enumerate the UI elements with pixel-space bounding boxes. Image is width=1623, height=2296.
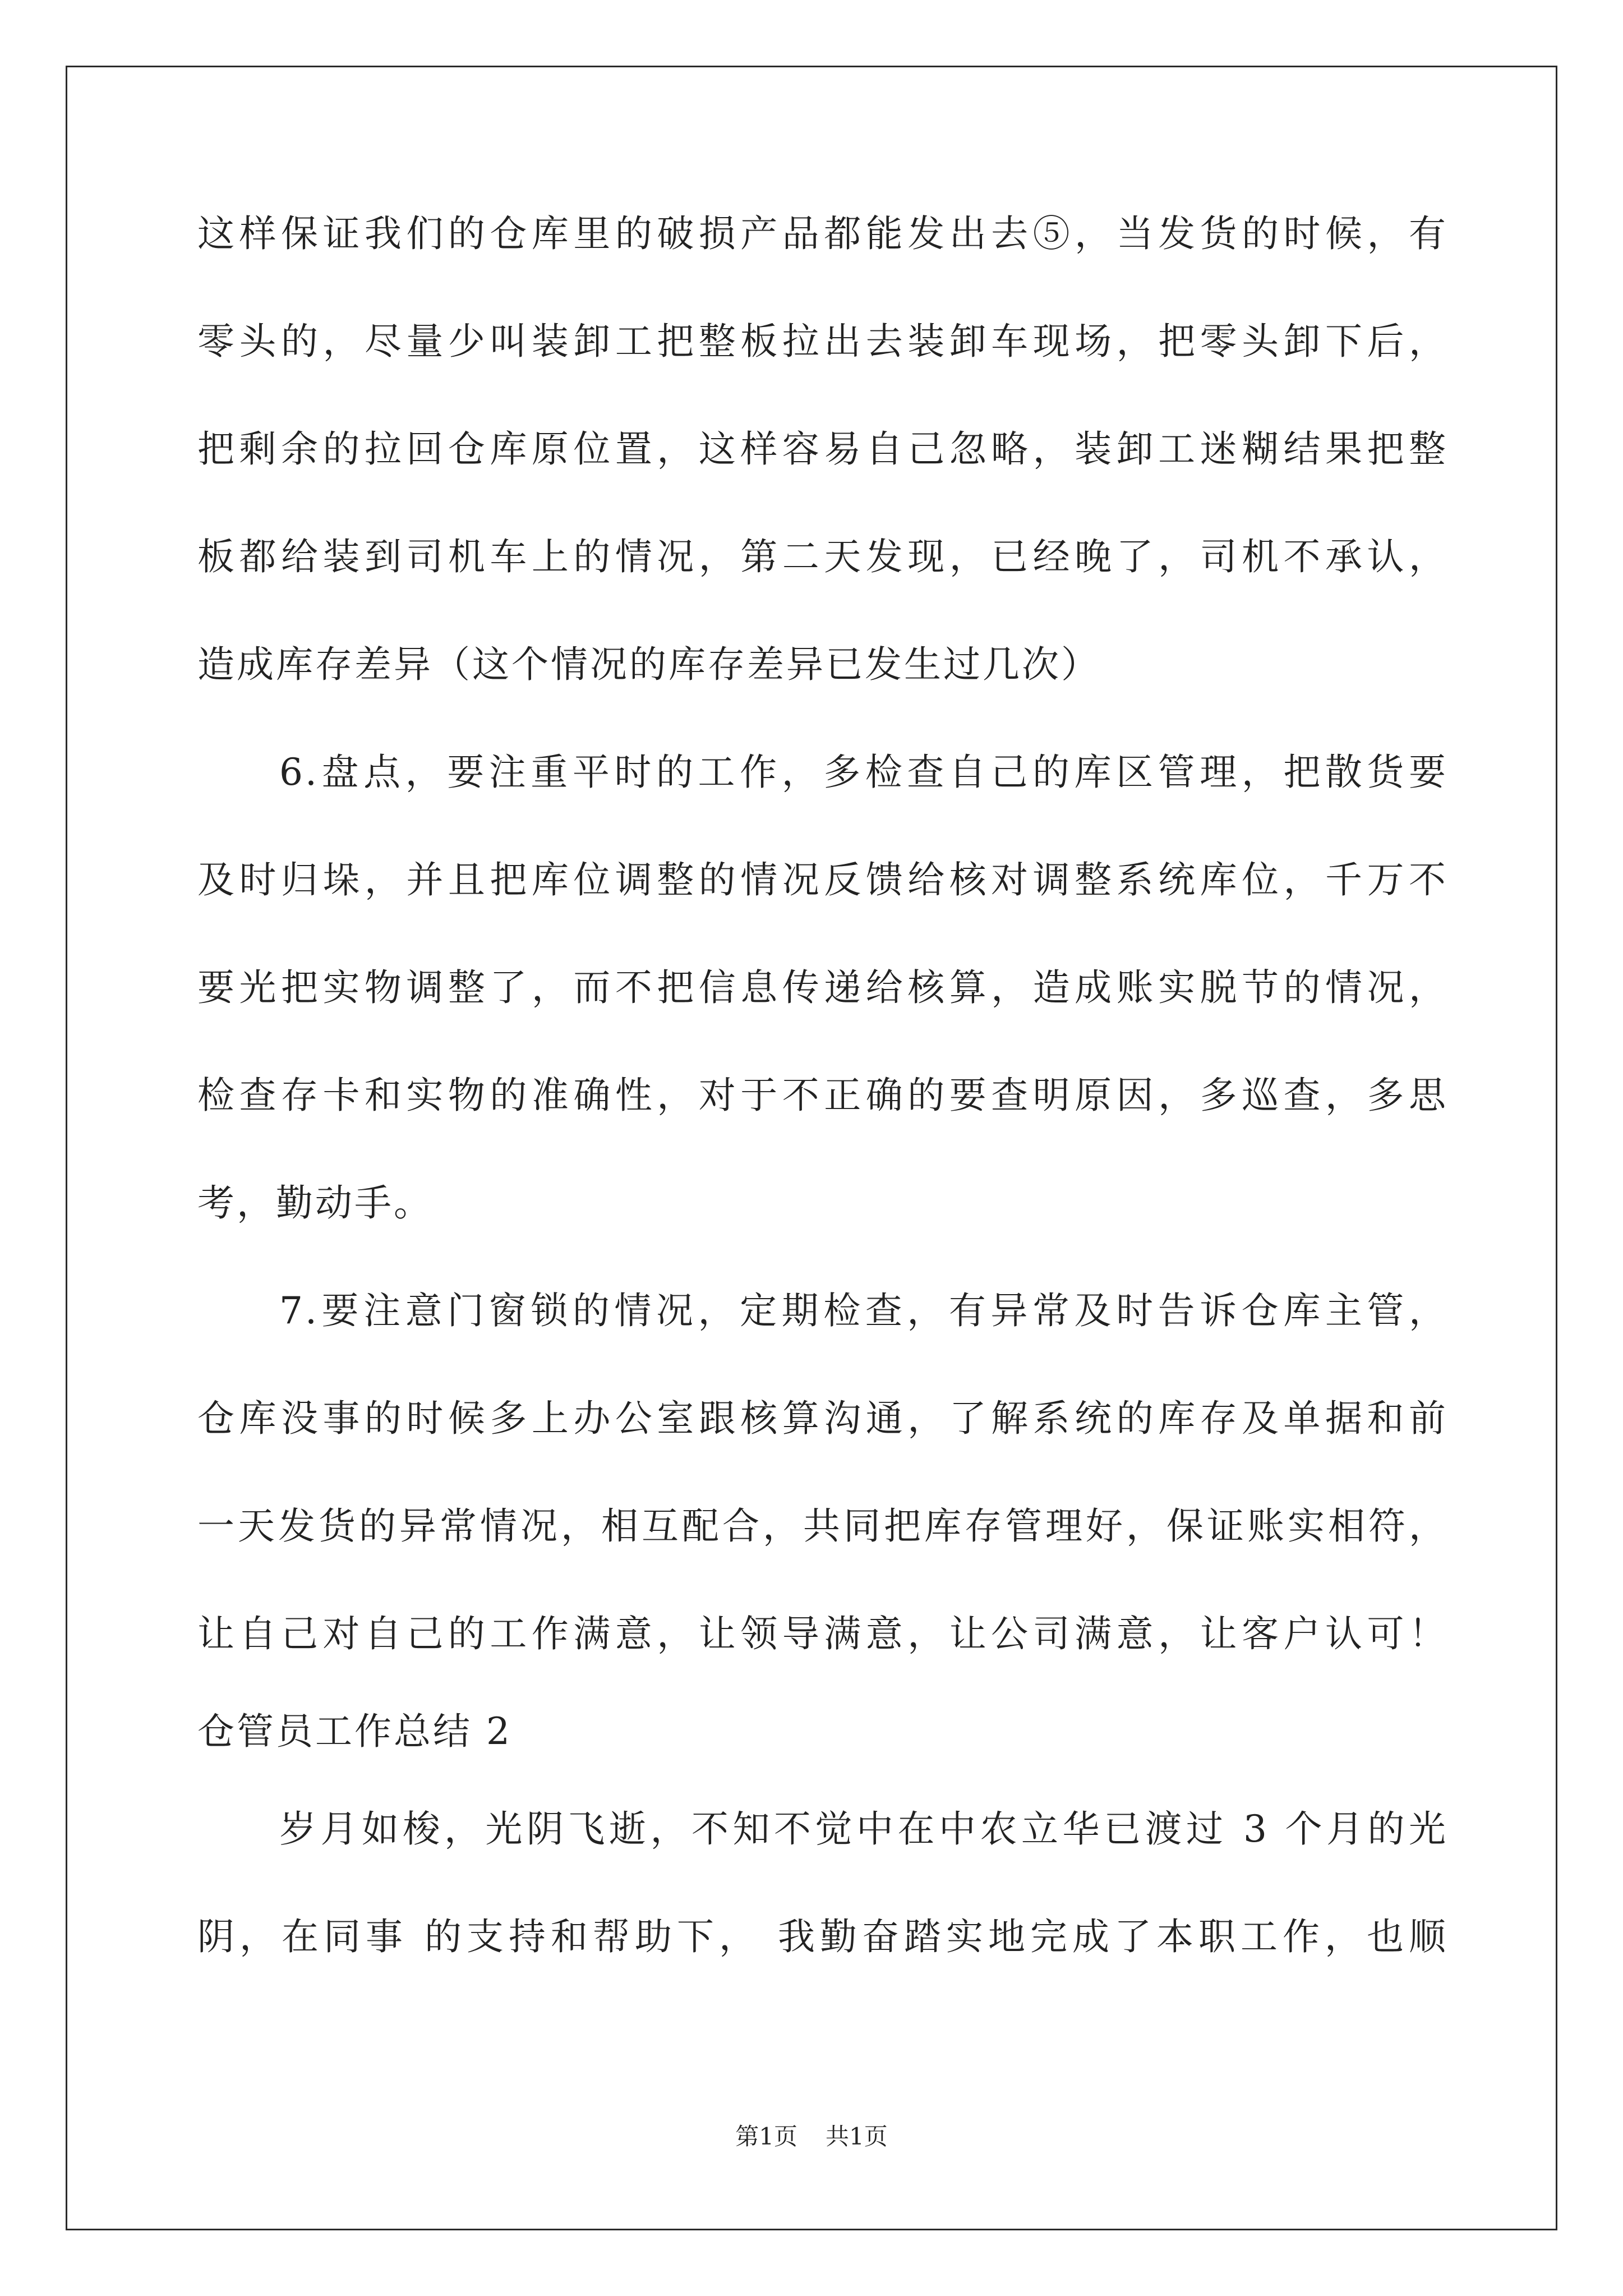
text-line: 阴，在同事 的支持和帮助下， 我勤奋踏实地完成了本职工作，也顺 <box>197 1915 1448 1958</box>
text-line: 这样保证我们的仓库里的破损产品都能发出去⑤，当发货的时候，有 <box>197 212 1448 255</box>
text-line: 6.盘点，要注重平时的工作，多检查自己的库区管理，把散货要 <box>279 751 1448 794</box>
paragraph-4 <box>197 1807 1448 1958</box>
text-line: 及时归垛，并且把库位调整的情况反馈给核对调整系统库位，千万不 <box>197 858 1448 901</box>
text-line: 板都给装到司机车上的情况，第二天发现，已经晚了，司机不承认， <box>197 535 1448 578</box>
section-heading: 仓管员工作总结 2 <box>197 1710 512 1753</box>
page-footer <box>0 2125 1623 2148</box>
text-line: 零头的，尽量少叫装卸工把整板拉出去装卸车现场，把零头卸下后， <box>197 320 1448 363</box>
document-body <box>197 212 1448 1958</box>
text-line: 造成库存差异（这个情况的库存差异已发生过几次） <box>197 643 1100 686</box>
paragraph-3 <box>197 1289 1448 1655</box>
text-line: 7.要注意门窗锁的情况，定期检查，有异常及时告诉仓库主管， <box>279 1289 1448 1332</box>
page-number-total: 共1页 <box>826 2123 888 2150</box>
text-line: 把剩余的拉回仓库原位置，这样容易自己忽略，装卸工迷糊结果把整 <box>197 427 1448 471</box>
text-line: 考，勤动手。 <box>197 1181 433 1225</box>
text-line: 一天发货的异常情况，相互配合，共同把库存管理好，保证账实相符， <box>197 1504 1448 1548</box>
text-line: 岁月如梭，光阴飞逝，不知不觉中在中农立华已渡过 3 个月的光 <box>279 1807 1448 1851</box>
paragraph-2 <box>197 751 1448 1225</box>
page-number-current: 第1页 <box>735 2123 797 2150</box>
text-line: 仓库没事的时候多上办公室跟核算沟通，了解系统的库存及单据和前 <box>197 1397 1448 1440</box>
text-line: 检查存卡和实物的准确性，对于不正确的要查明原因，多巡查，多思 <box>197 1074 1448 1117</box>
text-line: 要光把实物调整了，而不把信息传递给核算，造成账实脱节的情况， <box>197 966 1448 1009</box>
text-line: 让自己对自己的工作满意，让领导满意，让公司满意，让客户认可！ <box>197 1612 1448 1655</box>
paragraph-1 <box>197 212 1448 686</box>
